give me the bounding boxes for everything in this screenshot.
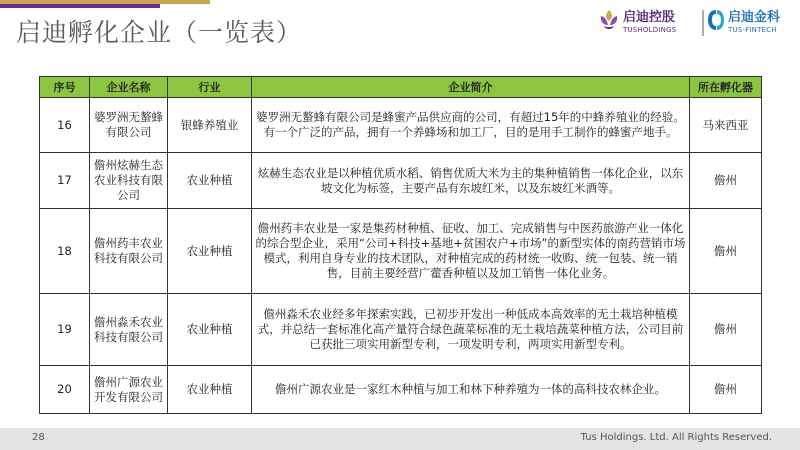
tus-holdings-en: TUSHOLDINGS: [623, 25, 677, 34]
tus-fintech-cn: 启迪金科: [728, 9, 781, 25]
tus-fintech-en: TUS-FINTECH: [728, 25, 777, 34]
header-no: 序号: [40, 77, 90, 98]
table-row: [40, 98, 762, 153]
cell-company-name: 儋州药丰农业科技有限公司: [90, 209, 168, 294]
cell-intro: 婆罗洲无螯蜂有限公司是蜂蜜产品供应商的公司，有超过15年的中蜂养殖业的经验。有一个广泛的产品，拥有一个养蜂场和加工厂，目的是用手工制作的蜂蜜产地手。: [252, 98, 690, 153]
cell-incubator: 儋州: [690, 366, 762, 414]
tus-holdings-logo-icon: [598, 8, 620, 36]
cell-industry: 农业种植: [168, 153, 252, 209]
cell-intro: 炫赫生态农业是以种植优质水稻、销售优质大米为主的集种植销售一体化企业，以东坡文化为标签，主要产品有东坡红米，以及东坡红米酒等。: [252, 153, 690, 209]
cell-incubator: 儋州: [690, 209, 762, 294]
page-title: 启迪孵化企业（一览表）: [16, 18, 303, 47]
copyright-text: Tus Holdings. Ltd. All Rights Reserved.: [580, 432, 772, 443]
cell-intro: 儋州淼禾农业经多年探索实践，已初步开发出一种低成本高效率的无土栽培种植模式，并总结一套标准化高产量符合绿色蔬菜标准的无土栽培蔬菜种植方法，公司目前已获批三项实用新型专利，一项发明专利，两项实用新型专利。: [252, 294, 690, 366]
cell-no: 17: [40, 153, 90, 209]
cell-company-name: 儋州炫赫生态农业科技有限公司: [90, 153, 168, 209]
table-row: [40, 366, 762, 414]
header-intro: 企业简介: [252, 77, 690, 98]
tus-fintech-logo-icon: [707, 8, 725, 36]
cell-industry: 农业种植: [168, 209, 252, 294]
top-accent-purple: [0, 4, 160, 8]
incubated-companies-table: [39, 76, 762, 414]
tus-holdings-cn: 启迪控股: [623, 9, 676, 25]
cell-intro: 儋州广源农业是一家红木种植与加工和林下种养殖为一体的高科技农林企业。: [252, 366, 690, 414]
cell-no: 19: [40, 294, 90, 366]
logo-divider: [702, 10, 704, 36]
table-row: [40, 209, 762, 294]
cell-no: 16: [40, 98, 90, 153]
cell-company-name: 婆罗洲无螯蜂有限公司: [90, 98, 168, 153]
header-incubator: 所在孵化器: [690, 77, 762, 98]
tus-holdings-logo: [598, 8, 676, 36]
cell-industry: 银蜂养殖业: [168, 98, 252, 153]
tus-fintech-logo: [707, 8, 780, 36]
header-industry: 行业: [168, 77, 252, 98]
table-row: [40, 153, 762, 209]
cell-company-name: 儋州淼禾农业科技有限公司: [90, 294, 168, 366]
cell-no: 18: [40, 209, 90, 294]
cell-intro: 儋州药丰农业是一家是集药材种植、征收、加工、完成销售与中医药旅游产业一体化的综合型企业，采用“公司+科技+基地+贫困农户+市场”的新型实体的南药营销市场模式，利用自身专业的技术团队，对种植完成的药材统一收购、统一包装、统一销售，目前主要经营广藿香种植以及加工销售一体化业务。: [252, 209, 690, 294]
cell-industry: 农业种植: [168, 294, 252, 366]
table-header-row: [40, 77, 762, 98]
table-row: [40, 294, 762, 366]
cell-industry: 农业种植: [168, 366, 252, 414]
cell-company-name: 儋州广源农业开发有限公司: [90, 366, 168, 414]
page-number: 28: [32, 432, 45, 443]
cell-no: 20: [40, 366, 90, 414]
header-name: 企业名称: [90, 77, 168, 98]
cell-incubator: 马来西亚: [690, 98, 762, 153]
cell-incubator: 儋州: [690, 153, 762, 209]
cell-incubator: 儋州: [690, 294, 762, 366]
